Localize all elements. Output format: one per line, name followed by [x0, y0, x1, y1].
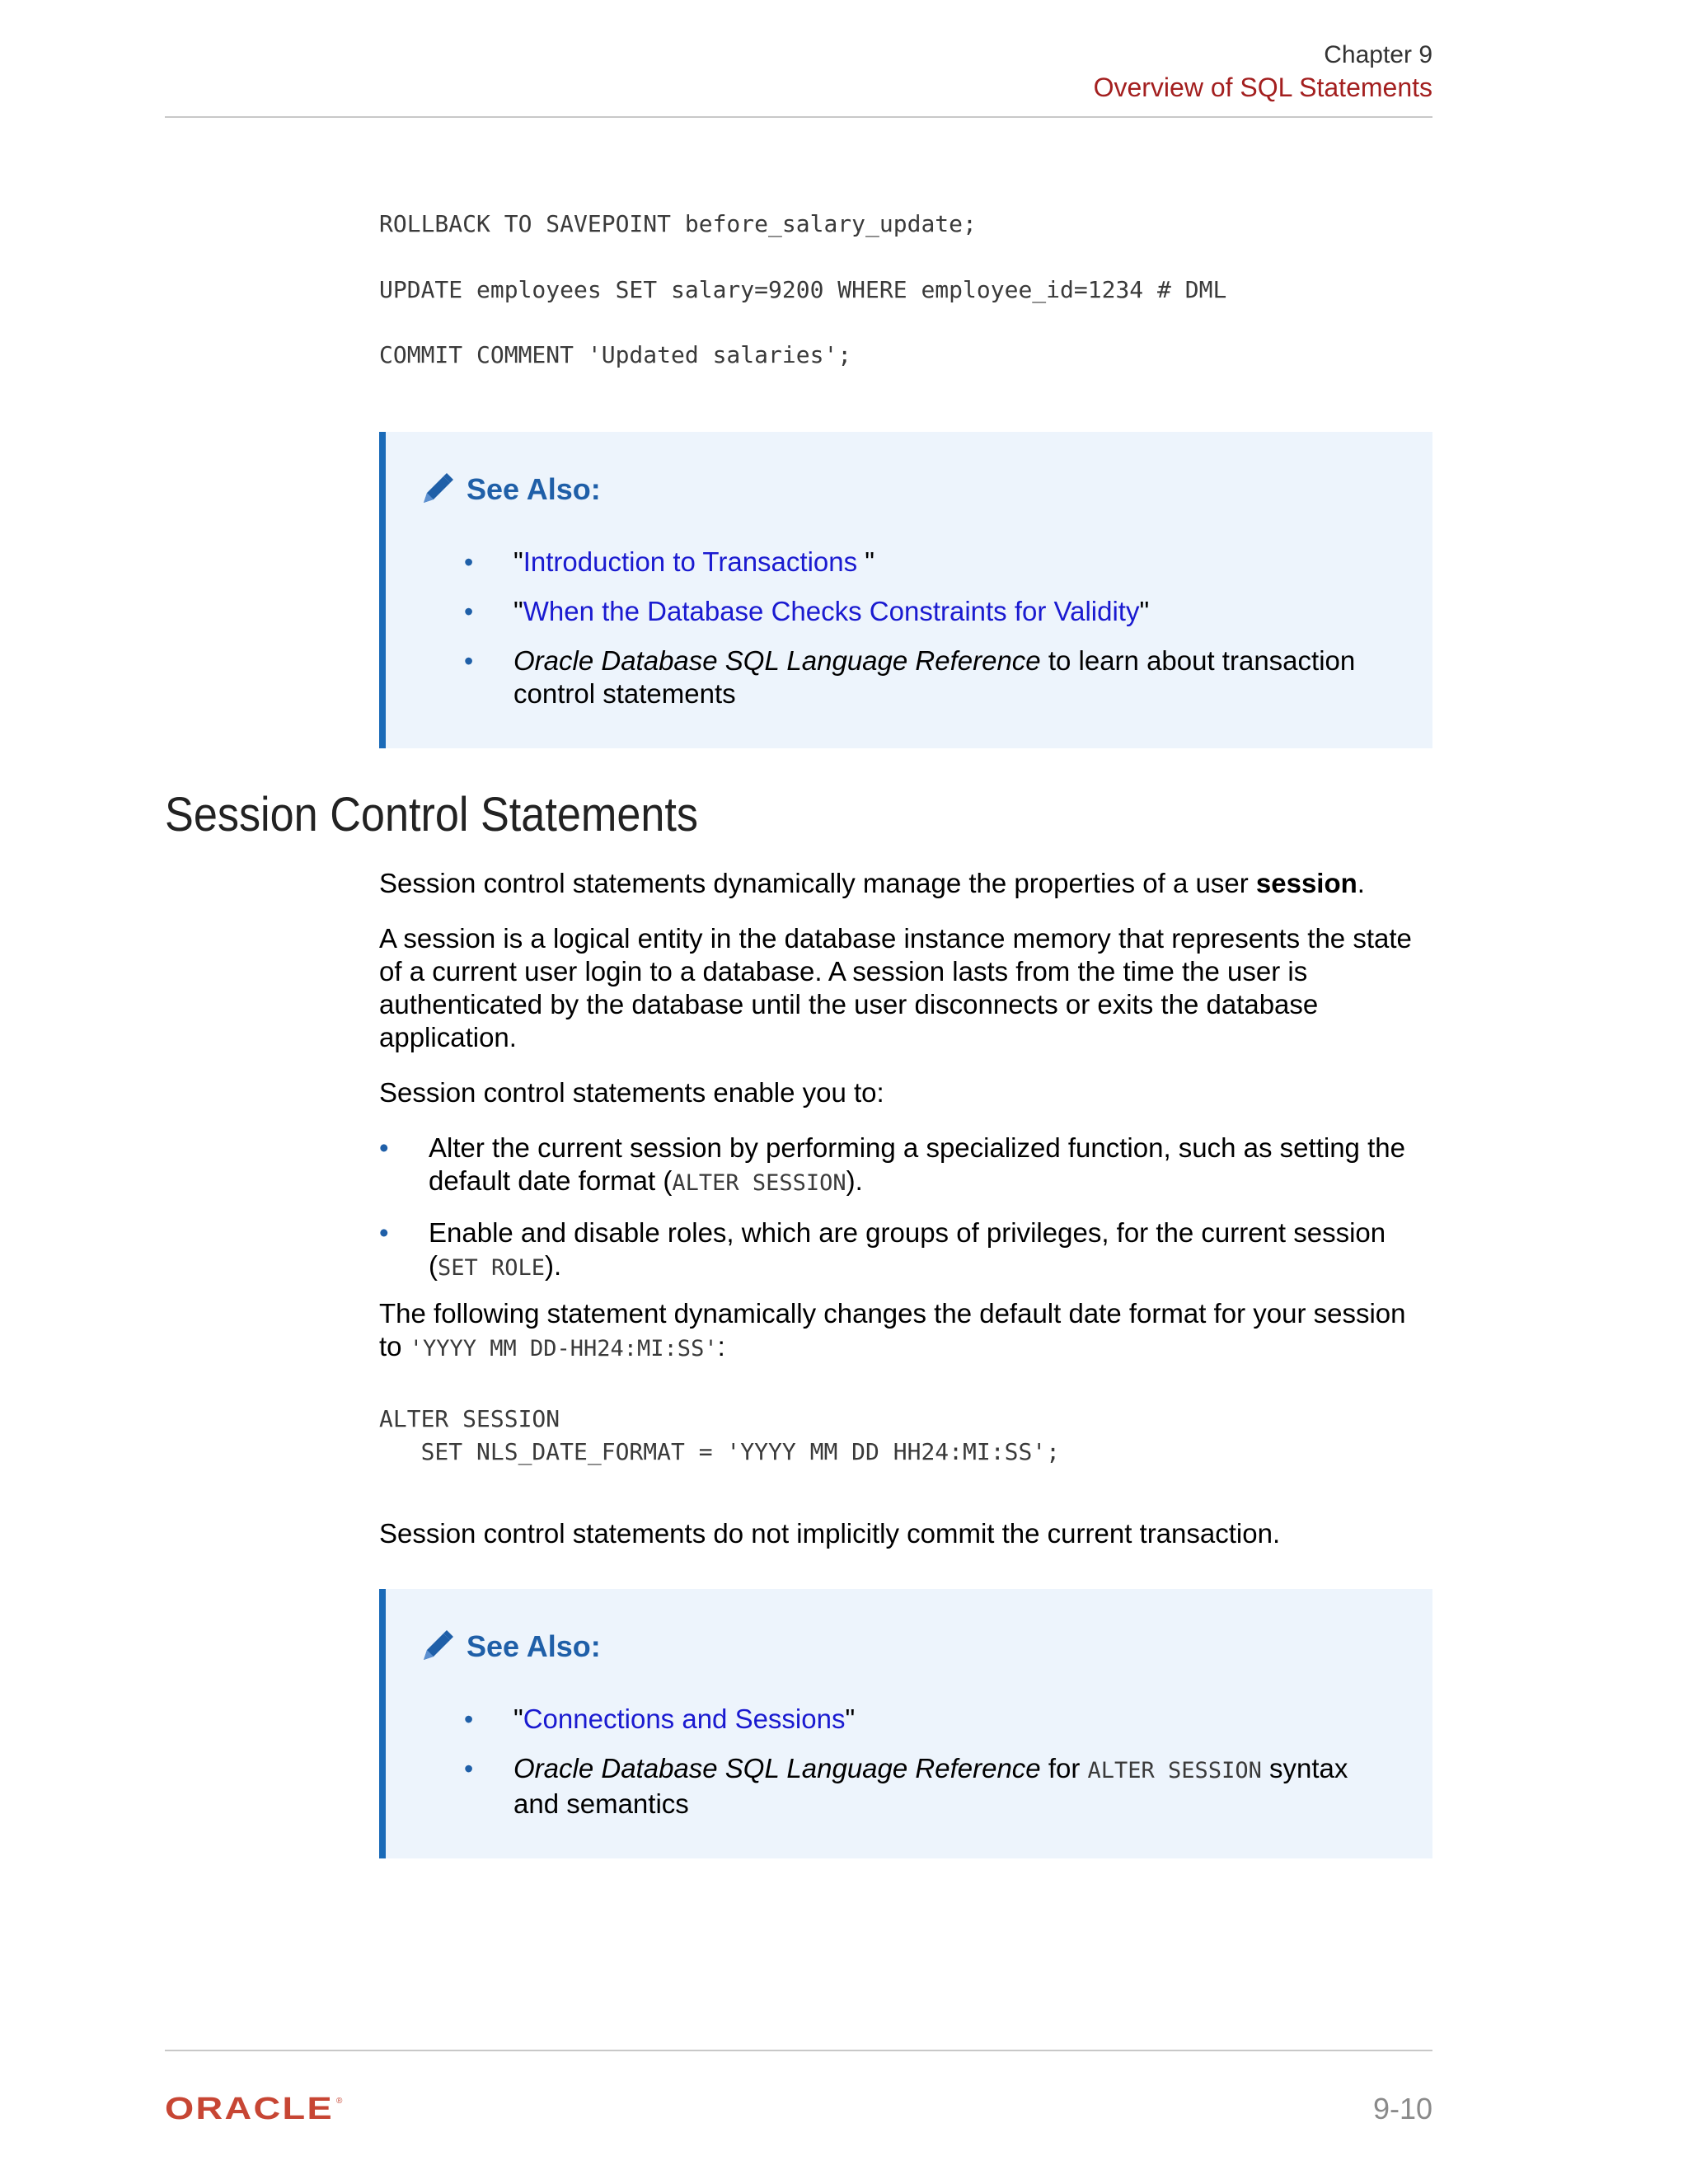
see-also-box-transactions: [379, 432, 1432, 748]
link-constraints-validity[interactable]: When the Database Checks Constraints for Validity: [523, 596, 1140, 626]
see-also-box-sessions: [379, 1589, 1432, 1858]
list-item: • Enable and disable roles, which are groups of privileges, for the current session (SET ROLE).: [379, 1216, 1434, 1285]
see-also-title: See Also:: [467, 1629, 601, 1663]
paragraph-enable: Session control statements enable you to:: [379, 1077, 884, 1108]
svg-text:ORACLE: ORACLE: [165, 2093, 334, 2123]
see-also-header: [419, 1629, 601, 1665]
see-also-title: See Also:: [467, 472, 601, 506]
paragraph-no-commit: Session control statements do not implicitly commit the current transaction.: [379, 1518, 1281, 1549]
pencil-icon: [419, 1629, 455, 1665]
list-item: • Oracle Database SQL Language Reference to learn about transaction control statements: [464, 644, 1383, 710]
list-item: • Oracle Database SQL Language Reference for ALTER SESSION syntax and semantics: [464, 1752, 1383, 1821]
code-line-commit: COMMIT COMMENT 'Updated salaries';: [379, 341, 852, 368]
code-alter-session: ALTER SESSION SET NLS_DATE_FORMAT = 'YYYY MM DD HH24:MI:SS';: [379, 1405, 1061, 1465]
footer-divider: [165, 2050, 1432, 2051]
book-title: Oracle Database SQL Language Reference: [513, 1753, 1041, 1783]
see-also-header: [419, 471, 601, 508]
page-number: 9-10: [1372, 2092, 1432, 2125]
pencil-icon: [419, 471, 455, 508]
code-line-rollback: ROLLBACK TO SAVEPOINT before_salary_update;: [379, 210, 977, 237]
section-heading: Session Control Statements: [165, 788, 699, 841]
chapter-label: Chapter 9: [1324, 41, 1432, 68]
header-divider: [165, 116, 1432, 118]
session-control-list: [379, 1132, 1434, 1301]
list-item: • "Introduction to Transactions ": [464, 546, 1383, 579]
code-line-update: UPDATE employees SET salary=9200 WHERE employee_id=1234 # DML: [379, 276, 1227, 303]
paragraph-intro: Session control statements dynamically manage the properties of a user session.: [379, 868, 1365, 898]
link-introduction-to-transactions[interactable]: Introduction to Transactions: [523, 546, 865, 577]
paragraph-session-definition: A session is a logical entity in the database instance memory that represents the state of a current user login to a database. A session lasts from the time the user is authenticated by the database until the user disconnects or exits the database application.: [379, 923, 1412, 1052]
book-title: Oracle Database SQL Language Reference: [513, 645, 1041, 676]
link-connections-and-sessions[interactable]: Connections and Sessions: [523, 1704, 846, 1734]
list-item: • "When the Database Checks Constraints for Validity": [464, 595, 1383, 628]
see-also-list: [464, 1703, 1383, 1837]
bold-term: session: [1255, 868, 1357, 898]
list-item: • Alter the current session by performing a specialized function, such as setting the default date format (ALTER SESSION).: [379, 1132, 1434, 1200]
see-also-list: [464, 546, 1383, 727]
chapter-title: Overview of SQL Statements: [1093, 73, 1432, 102]
svg-text:®: ®: [336, 2097, 343, 2106]
list-item: • "Connections and Sessions": [464, 1703, 1383, 1736]
oracle-logo: [165, 2093, 346, 2127]
paragraph-example-intro: The following statement dynamically changes the default date format for your session to 'YYYY MM DD-HH24:MI:SS':: [379, 1298, 1406, 1361]
